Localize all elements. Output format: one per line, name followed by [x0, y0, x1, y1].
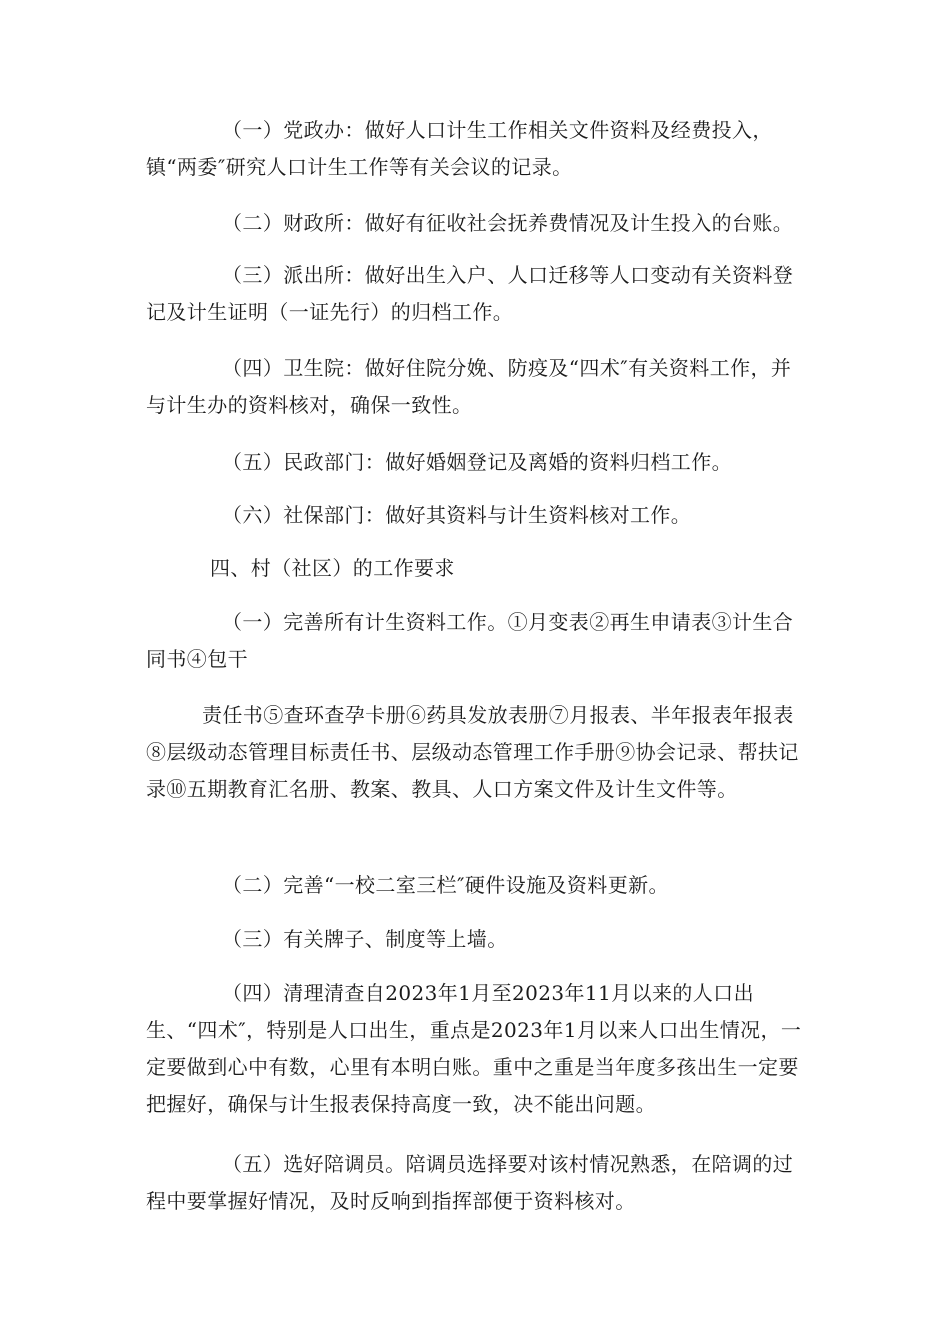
- paragraph-police-station: （三）派出所：做好出生入户、人口迁移等人口变动有关资料登记及计生证明（一证先行）的归档工作。: [146, 263, 794, 324]
- paragraph-civil-affairs: （五）民政部门：做好婚姻登记及离婚的资料归档工作。: [222, 450, 732, 474]
- section-heading-village-requirements: 四、村（社区）的工作要求: [210, 556, 455, 580]
- paragraph-requirement-5: （五）选好陪调员。陪调员选择要对该村情况熟悉，在陪调的过程中要掌握好情况，及时反响到指挥部便于资料核对。: [146, 1152, 794, 1213]
- paragraph-requirement-3: （三）有关牌子、制度等上墙。: [222, 927, 508, 951]
- paragraph-requirement-1-continued: 责任书⑤查环查孕卡册⑥药具发放表册⑦月报表、半年报表年报表⑧层级动态管理目标责任书、层级动态管理工作手册⑨协会记录、帮扶记录⑩五期教育汇名册、教案、教具、人口方案文件及计生文件等。: [146, 703, 799, 801]
- paragraph-finance-office: （二）财政所：做好有征收社会抚养费情况及计生投入的台账。: [222, 211, 794, 235]
- paragraph-requirement-2: （二）完善“一校二室三栏″硬件设施及资料更新。: [222, 873, 669, 897]
- paragraph-social-security: （六）社保部门：做好其资料与计生资料核对工作。: [222, 503, 692, 527]
- paragraph-requirement-1: （一）完善所有计生资料工作。①月变表②再生申请表③计生合同书④包干: [146, 610, 794, 671]
- paragraph-requirement-4: （四）清理清查自2023年1月至2023年11月以来的人口出生、“四术″，特别是人口出生，重点是2023年1月以来人口出生情况，一定要做到心中有数，心里有本明白账。重中之重是当年度多孩出生一定要把握好，确保与计生报表保持高度一致，决不能出问题。: [146, 981, 802, 1116]
- paragraph-party-office: （一）党政办：做好人口计生工作相关文件资料及经费投入，镇“两委″研究人口计生工作等有关会议的记录。: [146, 118, 773, 179]
- paragraph-health-center: （四）卫生院：做好住院分娩、防疫及“四术″有关资料工作，并与计生办的资料核对，确保一致性。: [146, 356, 792, 417]
